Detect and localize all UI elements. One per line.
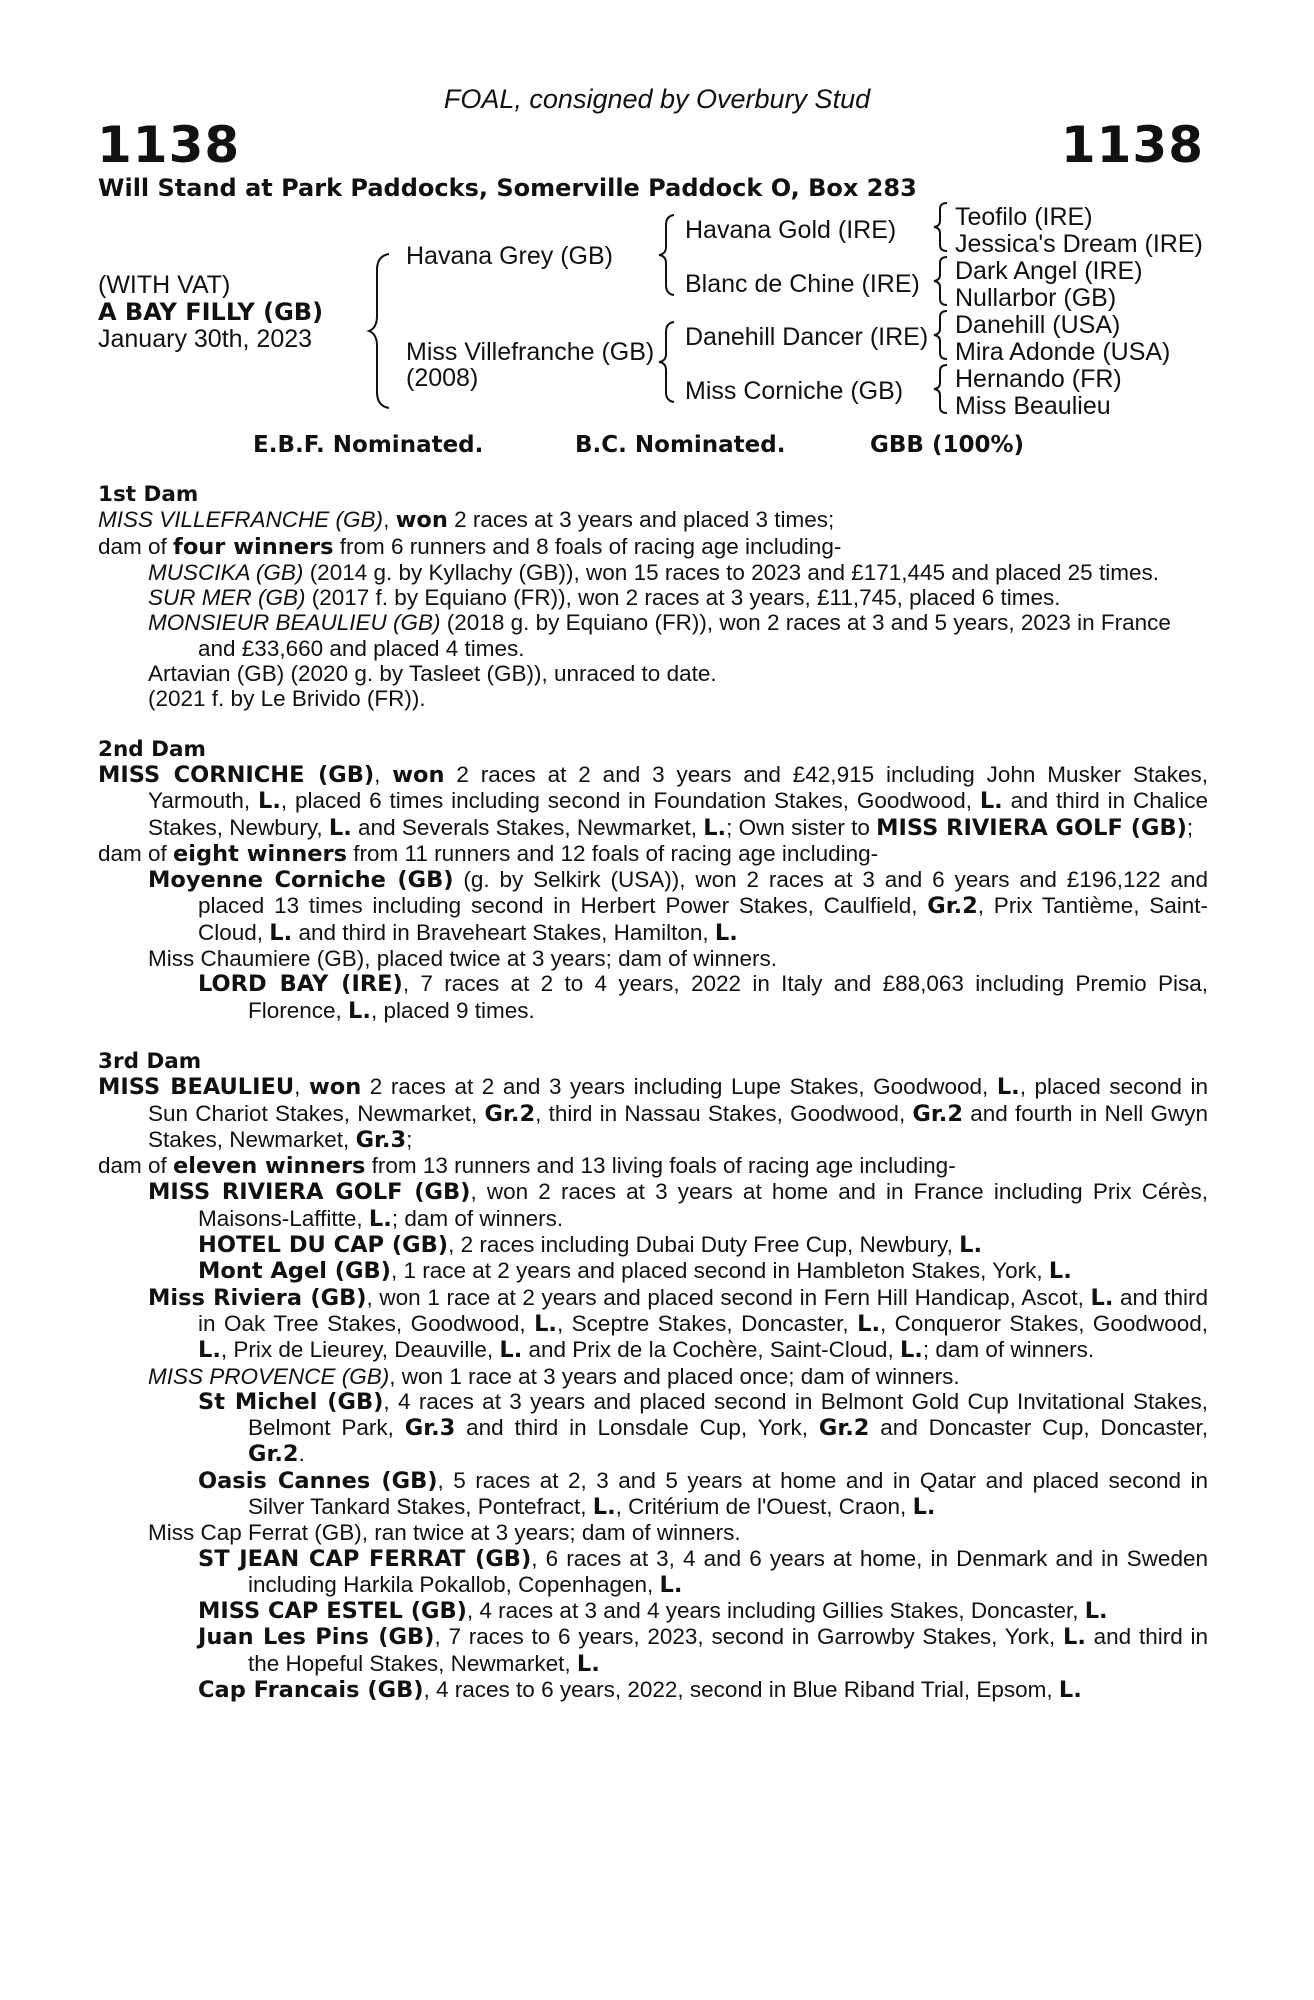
dam-name: Miss Villefranche (GB) — [406, 338, 655, 366]
lot-number-left: 1138 — [97, 116, 241, 174]
produce-entry: LORD BAY (IRE), 7 races at 2 to 4 years, 2022 in Italy and £88,063 including Premio Pisa, Florence, L., placed 9 times. — [198, 971, 1209, 1024]
produce-entry: Miss Cap Ferrat (GB), ran twice at 3 years; dam of winners. — [148, 1520, 741, 1546]
gen3-7: Hernando (FR) — [955, 365, 1122, 393]
produce-entry: Miss Riviera (GB), won 1 race at 2 years and placed second in Fern Hill Handicap, Ascot, L. and third in Oak Tree Stakes, Goodwood, L., Sceptre Stakes, Doncaster, L., Conqueror Stakes, Goodwood, L., Prix de Lieurey, Deauville, L. and Prix de la Cochère, Saint-Cloud, L.; dam of winners. — [148, 1284, 1209, 1364]
pedigree-brace-main — [365, 252, 395, 410]
gbb-status: GBB (100%) — [870, 432, 1025, 458]
gen3-8: Miss Beaulieu — [955, 392, 1111, 420]
produce-entry: MISS PROVENCE (GB), won 1 race at 3 years and placed once; dam of winners. — [148, 1363, 960, 1389]
produce-entry: MONSIEUR BEAULIEU (GB) (2018 g. by Equiano (FR)), won 2 races at 3 and 5 years, 2023 in France and £33,660 and placed 4 times. — [148, 610, 1171, 661]
produce-entry: Mont Agel (GB), 1 race at 2 years and placed second in Hambleton Stakes, York, L. — [198, 1258, 1072, 1285]
sire-dam: Blanc de Chine (IRE) — [685, 270, 920, 298]
third-dam-entry: MISS BEAULIEU, won 2 races at 2 and 3 years including Lupe Stakes, Goodwood, L., placed second in Sun Chariot Stakes, Newmarket, Gr.2, third in Nassau Stakes, Goodwood, Gr.2 and fourth in Nell Gwyn Stakes, Newmarket, Gr.3; — [98, 1074, 1208, 1153]
produce-entry: SUR MER (GB) (2017 f. by Equiano (FR)), won 2 races at 3 years, £11,745, placed 6 times. — [148, 585, 1061, 611]
gen3-6: Mira Adonde (USA) — [955, 338, 1171, 366]
catalogue-body — [98, 482, 1208, 1703]
produce-entry: Oasis Cannes (GB), 5 races at 2, 3 and 5 years at home and in Qatar and placed second in Silver Tankard Stakes, Pontefract, L., Critérium de l'Ouest, Craon, L. — [198, 1467, 1209, 1520]
produce-entry: ST JEAN CAP FERRAT (GB), 6 races at 3, 4 and 6 years at home, in Denmark and in Sweden including Harkila Pokallob, Copenhagen, L. — [198, 1545, 1208, 1598]
produce-entry: St Michel (GB), 4 races at 3 years and placed second in Belmont Gold Cup Invitational Stakes, Belmont Park, Gr.3 and third in Lonsdale Cup, York, Gr.2 and Doncaster Cup, Doncaster, Gr.2. — [198, 1388, 1208, 1468]
first-dam-produce-summary: dam of four winners from 6 runners and 8 foals of racing age including- — [98, 533, 842, 560]
produce-entry: HOTEL DU CAP (GB), 2 races including Dubai Duty Free Cup, Newbury, L. — [198, 1232, 983, 1259]
dam-year: (2008) — [406, 364, 479, 392]
third-dam-produce-summary: dam of eleven winners from 13 runners and 13 living foals of racing age including- — [98, 1153, 956, 1180]
brace-gen3-1 — [932, 201, 950, 253]
lot-number-right: 1138 — [1060, 116, 1204, 174]
first-dam-heading: 1st Dam — [98, 482, 199, 507]
second-dam-entry: MISS CORNICHE (GB), won 2 races at 2 and 3 years and £42,915 including John Musker Stakes, Yarmouth, L., placed 6 times including second in Foundation Stakes, Goodwood, L. and third in Chalice Stakes, Newbury, L. and Severals Stakes, Newmarket, L.; Own sister to MISS RIVIERA GOLF (GB); — [98, 761, 1208, 841]
brace-gen3-4 — [932, 363, 950, 415]
bc-nomination: B.C. Nominated. — [575, 432, 786, 458]
produce-entry: MISS CAP ESTEL (GB), 4 races at 3 and 4 years including Gillies Stakes, Doncaster, L. — [198, 1598, 1108, 1625]
produce-entry: MUSCIKA (GB) (2014 g. by Kyllachy (GB)), won 15 races to 2023 and £171,445 and placed 25 times. — [148, 559, 1159, 585]
produce-entry: Juan Les Pins (GB), 7 races to 6 years, 2023, second in Garrowby Stakes, York, L. and third in the Hopeful Stakes, Newmarket, L. — [198, 1624, 1209, 1677]
produce-entry: Cap Francais (GB), 4 races to 6 years, 2022, second in Blue Riband Trial, Epsom, L. — [198, 1677, 1082, 1704]
second-dam-produce-summary: dam of eight winners from 11 runners and 12 foals of racing age including- — [98, 840, 879, 867]
ebf-nomination: E.B.F. Nominated. — [253, 432, 484, 458]
sire-sire: Havana Gold (IRE) — [685, 216, 897, 244]
produce-entry: Miss Chaumiere (GB), placed twice at 3 years; dam of winners. — [148, 946, 777, 972]
dam-sire: Danehill Dancer (IRE) — [685, 323, 929, 351]
pedigree-brace-dam — [656, 320, 678, 405]
sire-name: Havana Grey (GB) — [406, 242, 614, 270]
second-dam-heading: 2nd Dam — [98, 736, 206, 762]
produce-entry: MISS RIVIERA GOLF (GB), won 2 races at 3 years at home and in France including Prix Cérès, Maisons-Laffitte, L.; dam of winners. — [148, 1179, 1208, 1232]
foal-dob: January 30th, 2023 — [98, 325, 313, 353]
gen3-1: Teofilo (IRE) — [955, 203, 1093, 231]
gen3-4: Nullarbor (GB) — [955, 284, 1117, 312]
third-dam-heading: 3rd Dam — [98, 1048, 202, 1074]
gen3-5: Danehill (USA) — [955, 311, 1121, 339]
first-dam-entry: MISS VILLEFRANCHE (GB), won 2 races at 3 years and placed 3 times; — [98, 507, 835, 534]
gen3-2: Jessica's Dream (IRE) — [955, 230, 1203, 258]
pedigree-brace-sire — [656, 213, 678, 298]
dam-dam: Miss Corniche (GB) — [685, 377, 904, 405]
consignor-line: FOAL, consigned by Overbury Stud — [443, 84, 871, 114]
produce-entry: (2021 f. by Le Brivido (FR)). — [148, 686, 426, 712]
brace-gen3-3 — [932, 309, 950, 361]
produce-entry: Moyenne Corniche (GB) (g. by Selkirk (USA)), won 2 races at 3 and 6 years and £196,122 and placed 13 times including second in Herbert Power Stakes, Caulfield, Gr.2, Prix Tantième, Saint-Cloud, L. and third in Braveheart Stakes, Hamilton, L. — [148, 867, 1209, 946]
produce-entry: Artavian (GB) (2020 g. by Tasleet (GB)), unraced to date. — [148, 661, 717, 687]
brace-gen3-2 — [932, 255, 950, 307]
stand-location: Will Stand at Park Paddocks, Somerville Paddock O, Box 283 — [98, 174, 917, 202]
gen3-3: Dark Angel (IRE) — [955, 257, 1143, 285]
foal-name: A BAY FILLY (GB) — [98, 298, 324, 326]
vat-label: (WITH VAT) — [98, 271, 231, 299]
